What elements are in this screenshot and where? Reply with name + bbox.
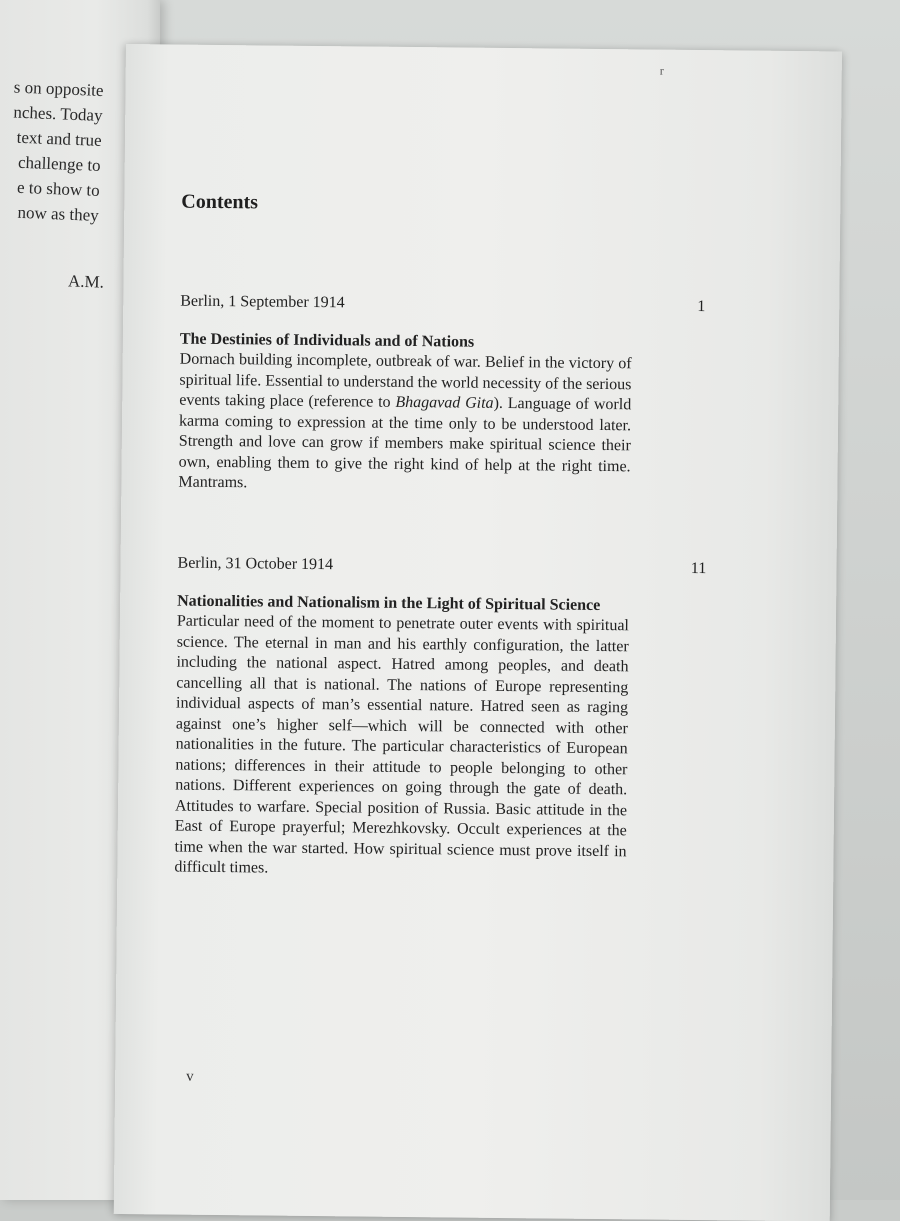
- entry-description: [178, 350, 631, 498]
- entry-header: [180, 291, 706, 334]
- entry-title: The Destinies of Individuals and of Nations: [179, 330, 475, 351]
- entry-place-date: Berlin, 31 October 1914: [177, 554, 334, 574]
- right-page: [114, 44, 842, 1221]
- entry-place-date: Berlin, 1 September 1914: [180, 292, 345, 312]
- left-text-line: s on opposite: [13, 77, 104, 100]
- entry-description-text: ). Language of world karma coming to expression at the time only to be understood later. Strength and love can grow if members make spiritual science their own, enabling them to give the right kind of help at the right time. Mantrams.: [178, 394, 632, 492]
- corner-mark: r: [659, 63, 664, 78]
- contents-title: Contents: [181, 190, 259, 214]
- left-text-line: nches. Today: [13, 102, 103, 125]
- entry-header: [177, 553, 707, 596]
- contents-entry: [178, 291, 706, 498]
- left-text-line: text and true: [16, 127, 102, 150]
- left-text-line: now as they: [17, 202, 100, 225]
- entry-page-number: 1: [697, 297, 706, 316]
- left-text-line: challenge to: [17, 152, 102, 175]
- entry-description: Particular need of the moment to penetrate outer events with spiritual science. The eternal in man and his earthly configuration, the latter including the national aspect. Hatred among peoples, and death cancelling all that is national. The nations of Europe representing individual aspects of man’s essential nature. Hatred seen as raging against one’s higher self—which will be connected with other nationalities in the future. The particular characteristics of European nations; differences in their attitude to people belonging to other nations. Different experiences on going through the gate of death. Attitudes to warfare. Special position of Russia. Basic attitude in the East of Europe prayerful; Merezhkovsky. Occult experiences at the time when the war started. How spiritual science must prove itself in difficult times.: [174, 612, 630, 877]
- page-numeral: v: [186, 1068, 194, 1085]
- entry-description-text: Dornach building incomplete, outbreak of war. Belief in the victory of spiritual life. Essential to understand the world necessity of the serious events taking place (reference to: [179, 350, 632, 411]
- entry-page-number: 11: [690, 559, 707, 578]
- left-page-text: [0, 70, 104, 228]
- author-initials: A.M.: [67, 271, 105, 292]
- contents-entry: [174, 553, 707, 883]
- left-text-line: e to show to: [16, 177, 101, 200]
- entry-description-italic: Bhagavad Gita: [395, 393, 494, 412]
- entry-title: Nationalities and Nationalism in the Light of Spiritual Science: [177, 592, 601, 614]
